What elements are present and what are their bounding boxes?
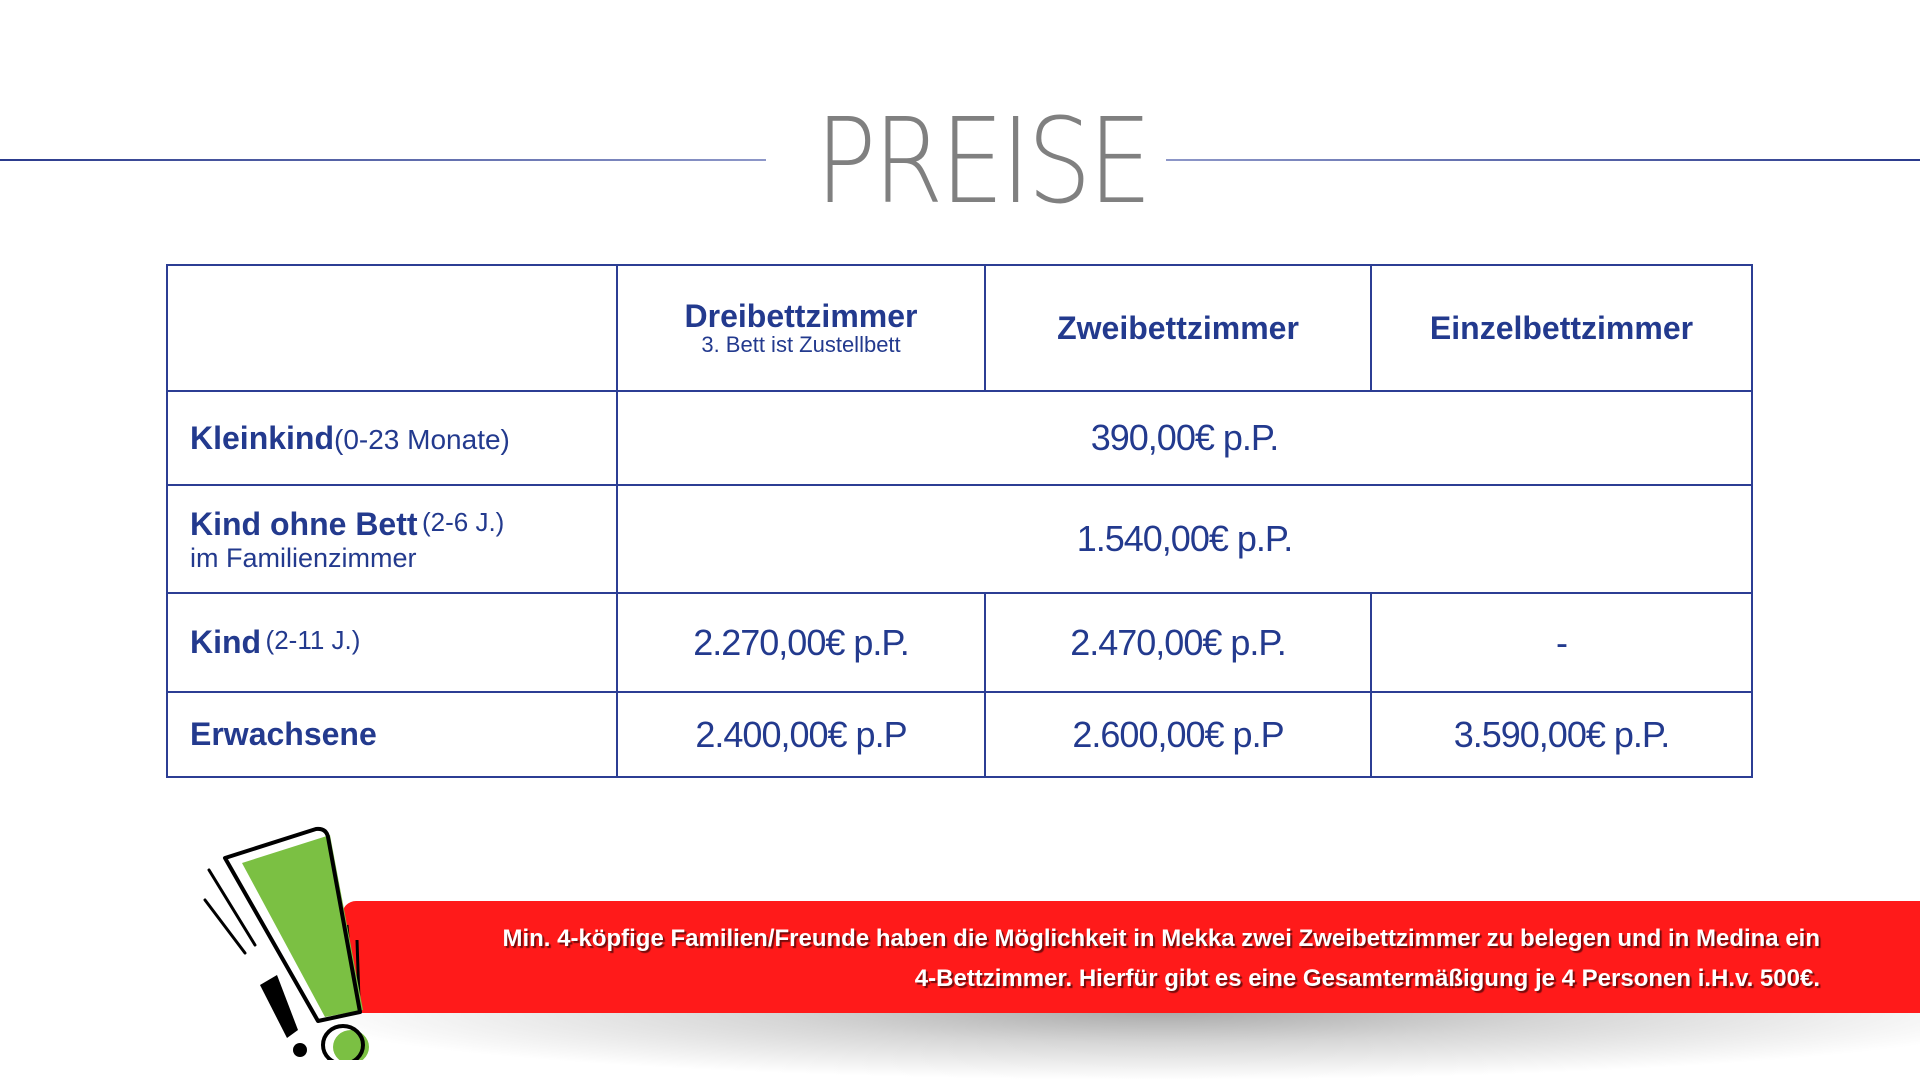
banner-shadow [340,1012,1920,1080]
title-divider-left [0,159,766,161]
header-zweibettzimmer [985,265,1371,391]
notice-text [380,919,1820,999]
table-row [167,485,1752,593]
table-row [167,391,1752,485]
notice-line-2: 4-Bettzimmer. Hierfür gibt es eine Gesamtermäßigung je 4 Personen i.H.v. 500€. [914,965,1820,992]
table-row [167,692,1752,777]
price-cell-merged: 1.540,00€ p.P. [617,485,1752,593]
row-age: (2-6 J.) [421,506,505,537]
table-row [167,593,1752,692]
table-header-row [167,265,1752,391]
header-label: Einzelbettzimmer [1429,310,1694,346]
row-age: (0-23 Monate) [334,423,510,455]
row-label-kind-ohne-bett [167,485,617,593]
row-label: Kleinkind [190,419,335,456]
price-cell: - [1371,593,1752,692]
price-cell: 3.590,00€ p.P. [1371,692,1752,777]
header-label: Zweibettzimmer [1057,310,1299,346]
header-sublabel: 3. Bett ist Zustellbett [701,332,901,357]
header-label: Dreibettzimmer [684,298,918,334]
title-divider-right [1166,159,1920,161]
price-table [166,264,1753,778]
price-cell: 2.270,00€ p.P. [617,593,985,692]
header-empty-cell [167,265,617,391]
price-cell: 2.400,00€ p.P [617,692,985,777]
row-sublabel: im Familienzimmer [190,542,417,573]
row-label: Kind [190,624,262,660]
notice-line-1: Min. 4-köpfige Familien/Freunde haben die Möglichkeit in Mekka zwei Zweibettzimmer zu belegen und in Medina ein [502,925,1820,952]
header-einzelbettzimmer [1371,265,1752,391]
price-cell-merged: 390,00€ p.P. [617,391,1752,485]
row-age: (2-11 J.) [265,625,361,655]
row-label-erwachsene [167,692,617,777]
price-cell: 2.470,00€ p.P. [985,593,1371,692]
row-label-kind [167,593,617,692]
row-label: Kind ohne Bett [190,505,418,542]
price-cell: 2.600,00€ p.P [985,692,1371,777]
row-label: Erwachsene [190,716,377,752]
header-dreibettzimmer [617,265,985,391]
row-label-kleinkind [167,391,617,485]
exclamation-icon [195,825,375,1060]
page-title: PREISE [815,92,1149,230]
